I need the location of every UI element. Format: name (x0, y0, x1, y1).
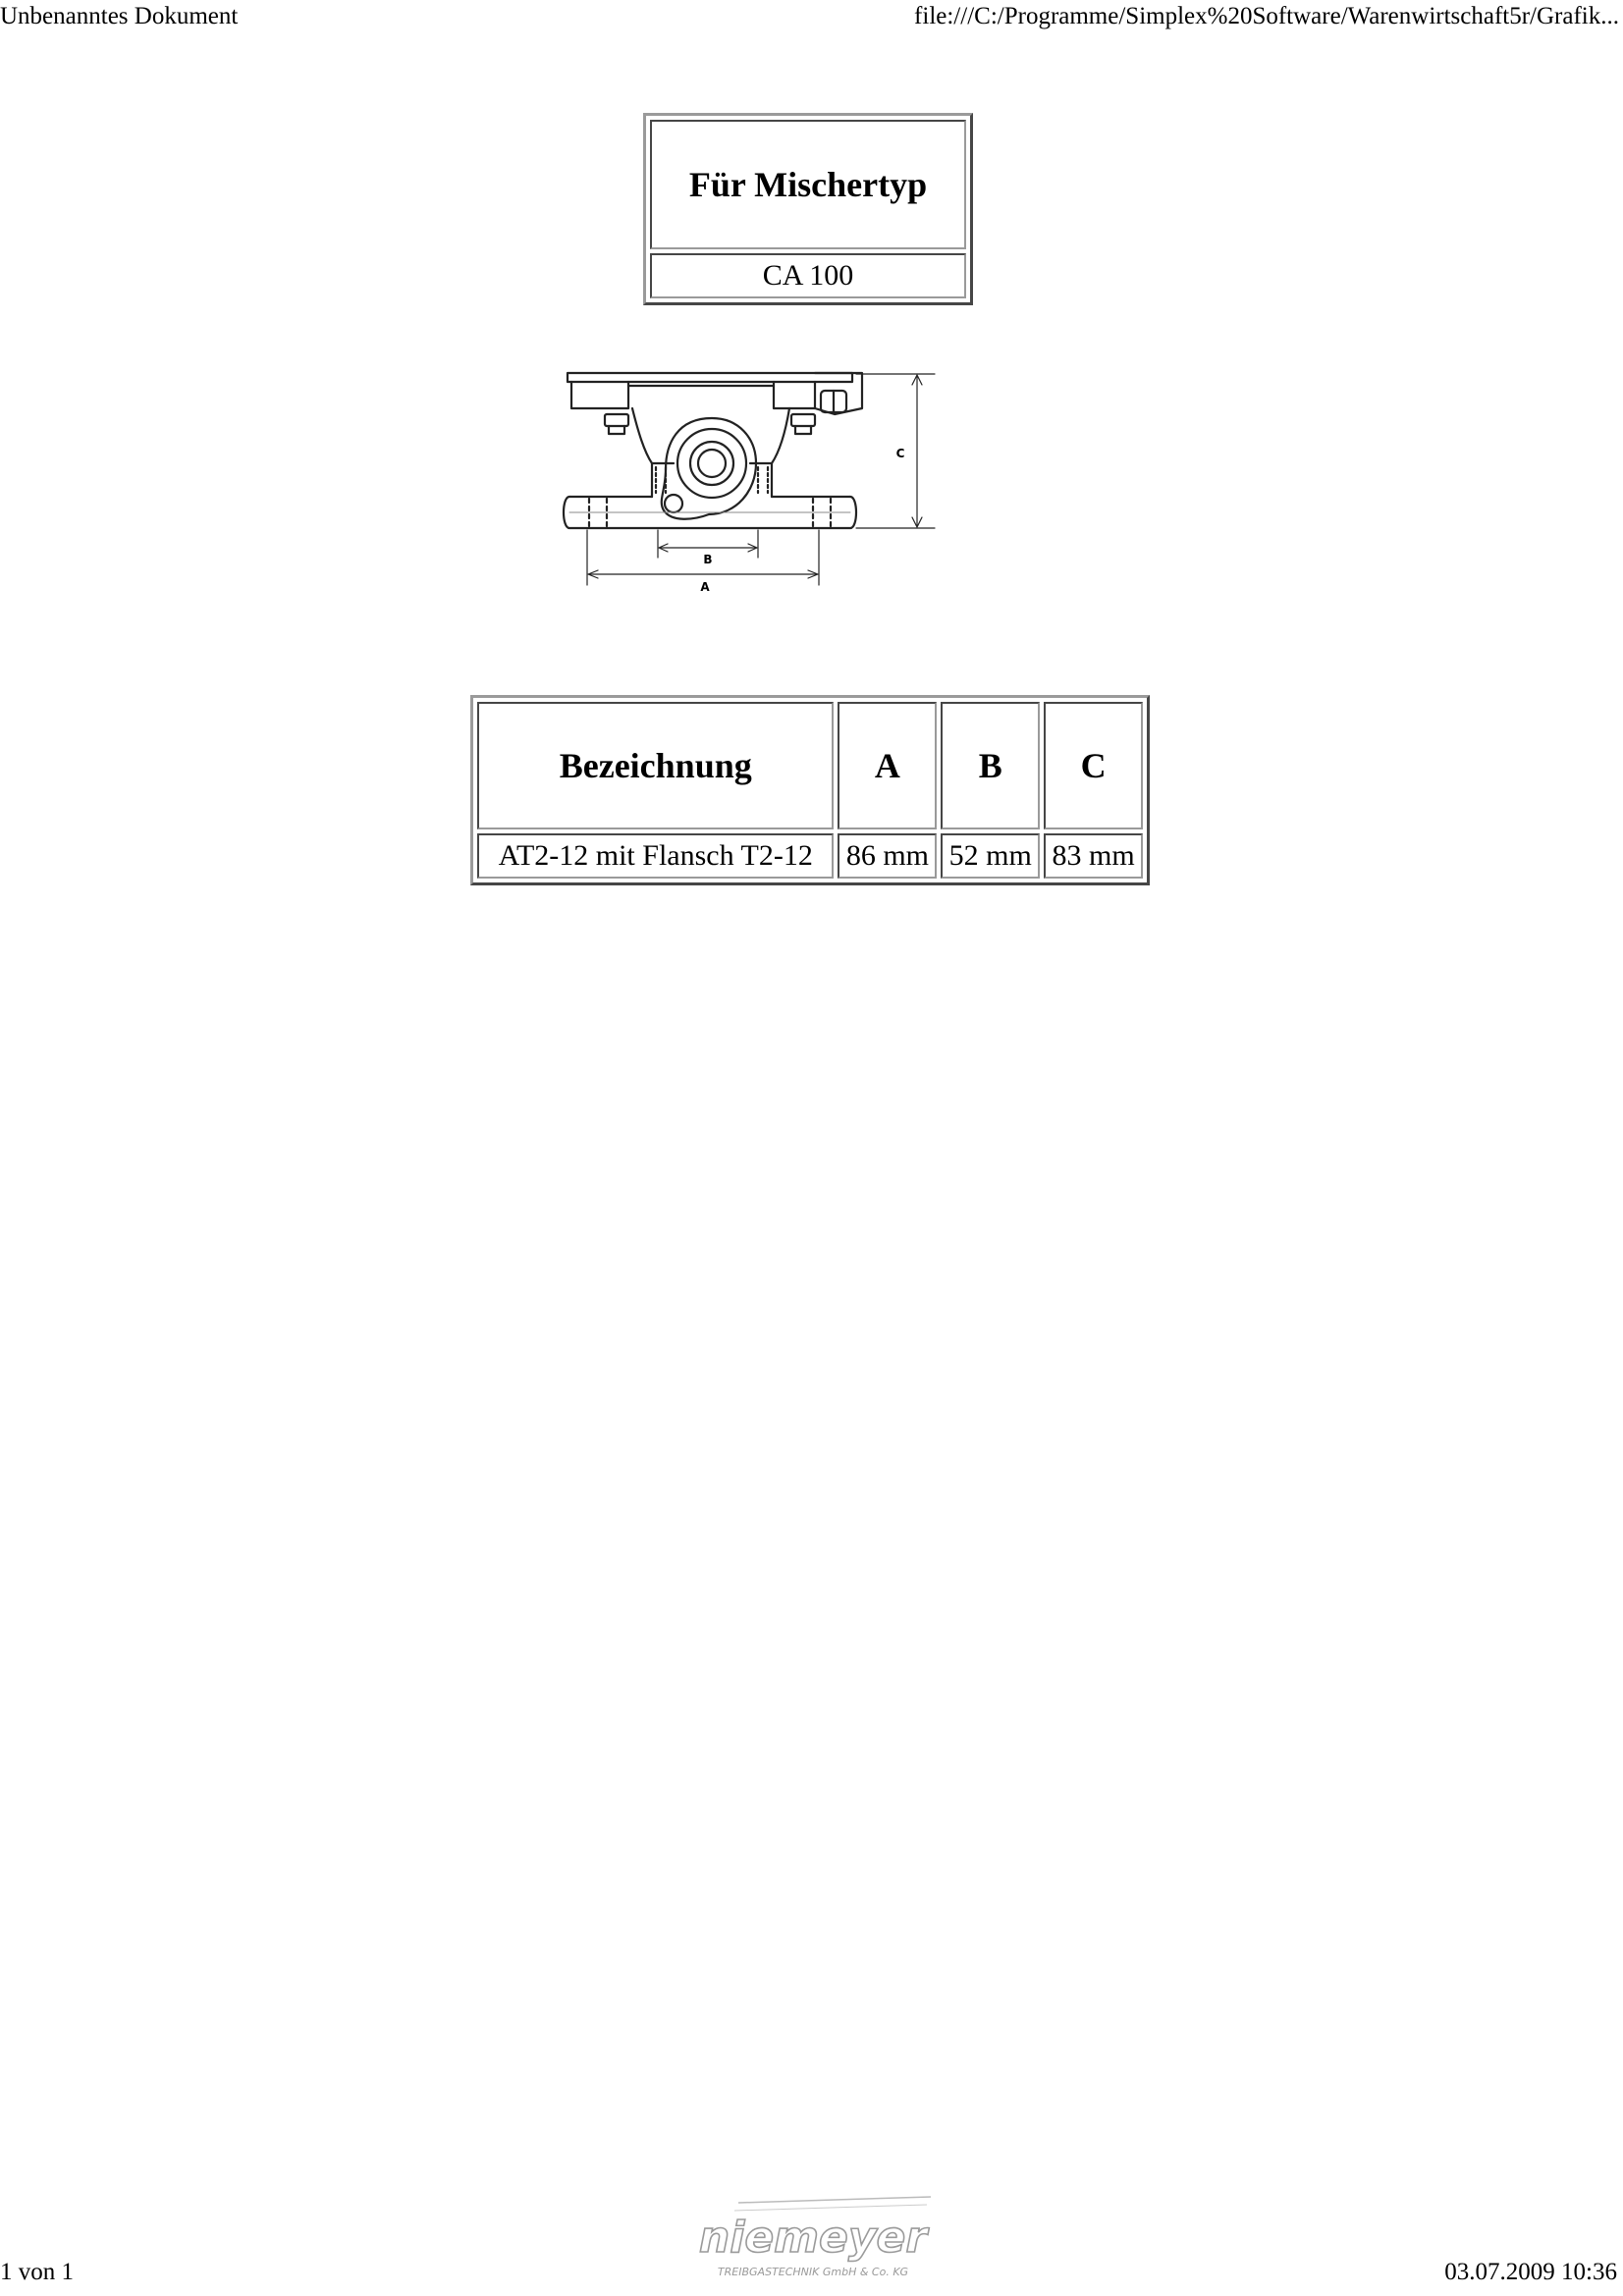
dimensions-table (470, 695, 1150, 885)
dim-header-c: C (1044, 702, 1143, 829)
dim-header-a: A (838, 702, 937, 829)
page-footer-datetime: 03.07.2009 10:36 (1444, 2259, 1617, 2285)
logo-word: niemeyer (698, 2213, 928, 2263)
dim-cell-a: 86 mm (838, 833, 937, 879)
mixer-type-value: CA 100 (650, 253, 966, 298)
dimension-label-c: C (895, 447, 905, 460)
mixer-type-table (643, 113, 973, 305)
dim-header-bezeichnung: Bezeichnung (477, 702, 834, 829)
dim-header-b: B (941, 702, 1040, 829)
technical-drawing (550, 353, 1129, 667)
page-header-url: file:///C:/Programme/Simplex%20Software/Warenwirtschaft5r/Grafik... (914, 3, 1619, 29)
dimension-label-b: B (703, 553, 713, 566)
company-logo (687, 2195, 938, 2289)
dim-cell-b: 52 mm (941, 833, 1040, 879)
mixer-type-heading: Für Mischertyp (650, 120, 966, 249)
page-header-title: Unbenanntes Dokument (0, 3, 239, 29)
dimension-label-a: A (700, 580, 710, 594)
page-footer-page-number: 1 von 1 (0, 2259, 74, 2285)
dim-cell-c: 83 mm (1044, 833, 1143, 879)
logo-subtitle: TREIBGASTECHNIK GmbH & Co. KG (717, 2266, 909, 2278)
dim-cell-bezeichnung: AT2-12 mit Flansch T2-12 (477, 833, 834, 879)
